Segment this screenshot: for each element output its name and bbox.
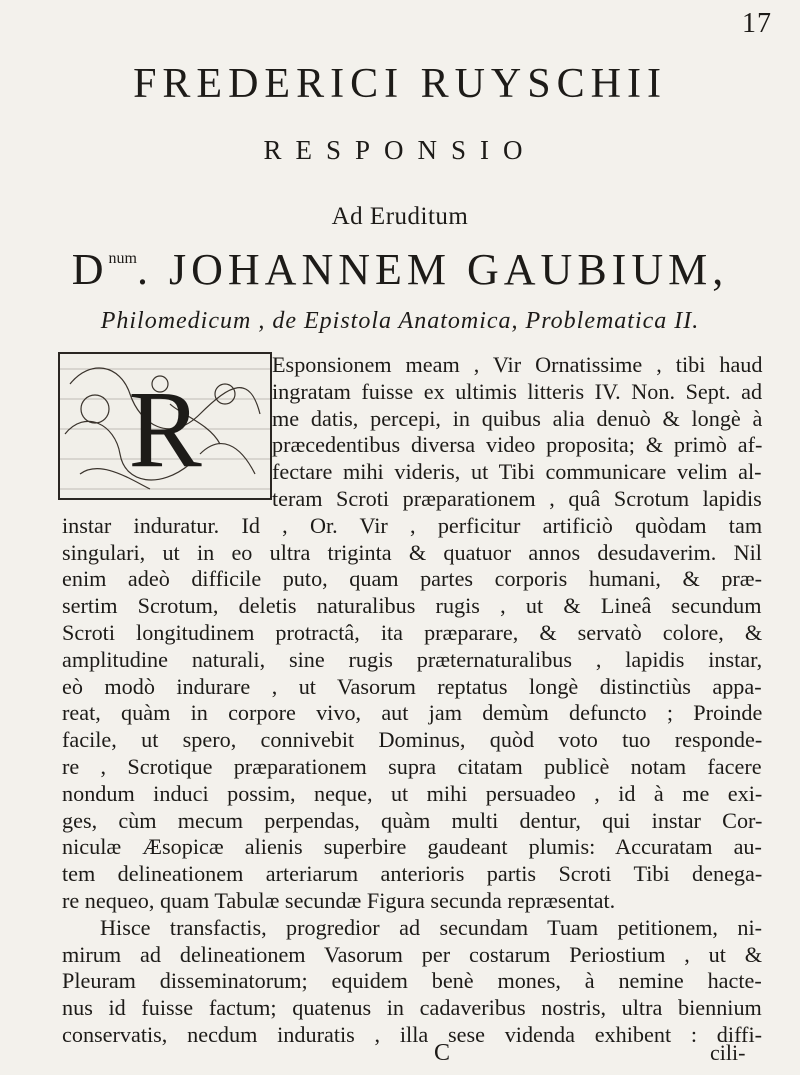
decorated-initial-letter bbox=[58, 352, 272, 500]
text-line: conservatis, necdum induratis , illa sese videnda exhibent : diffi- bbox=[62, 1022, 762, 1047]
signature-mark: C bbox=[434, 1040, 451, 1066]
text-line: Pleuram disseminatorum; equidem benè mones, à nemine hacte- bbox=[62, 968, 762, 994]
text-line: facile, ut spero, connivebit Dominus, quòd voto tuo responde- bbox=[62, 727, 763, 753]
text-line: fectare mihi videris, ut Tibi communicare velim al- bbox=[272, 459, 762, 485]
text-line: instar induratur. Id , Or. Vir , perficitur artificiò quòdam tam bbox=[62, 512, 763, 538]
addressee-sup: num bbox=[108, 250, 137, 267]
text-line: præcedentibus diversa video proposita; & primò af- bbox=[272, 432, 763, 458]
text-line: sertim Scrotum, deletis naturalibus rugis , ut & Lineâ secundum bbox=[62, 593, 762, 619]
text-line: me datis, percepi, in quibus alia denuò & longè à bbox=[272, 405, 763, 431]
text-line: amplitudine naturali, sine rugis præternaturalibus , lapidis instar, bbox=[62, 646, 763, 672]
text-line: Hisce transfactis, progredior ad secundam Tuam petitionem, ni- bbox=[100, 914, 763, 940]
ornament-icon bbox=[60, 354, 270, 498]
text-line: ges, cùm mecum perpendas, quàm multi dentur, qui instar Cor- bbox=[62, 807, 763, 833]
responsio-heading: RESPONSIO bbox=[263, 135, 537, 165]
text-line: tem delineationem arteriarum anterioris partis Scroti Tibi denega- bbox=[62, 861, 763, 887]
text-line: niculæ Æsopicæ alienis superbire gaudeant plumis: Accuratam au- bbox=[62, 834, 762, 860]
text-line: singulari, ut in eo ultra triginta & quatuor annos desudaverim. Nil bbox=[62, 539, 762, 565]
addressee-main: . JOHANNEM GAUBIUM, bbox=[137, 245, 729, 294]
text-line: eò modò indurare , ut Vasorum reptatus longè distinctiùs appa- bbox=[62, 673, 762, 699]
addressee-intro: Ad Eruditum bbox=[331, 203, 469, 230]
text-line: Esponsionem meam , Vir Ornatissime , tibi haud bbox=[272, 352, 763, 377]
text-line: teram Scroti præparationem , quâ Scrotum lapidis bbox=[272, 486, 762, 511]
text-line: Scroti longitudinem protractâ, ita præparare, & servatò colore, & bbox=[62, 620, 763, 645]
text-line: mirum ad delineationem Vasorum per costarum Periostium , ut & bbox=[62, 941, 763, 967]
text-line: re nequeo, quam Tabulæ secundæ Figura secunda repræsentat. bbox=[62, 888, 616, 913]
subject-line: Philomedicum , de Epistola Anatomica, Problematica II. bbox=[100, 308, 700, 334]
catchword: cili- bbox=[710, 1040, 746, 1065]
initial-letter-glyph: R bbox=[128, 368, 202, 490]
page-number: 17 bbox=[742, 8, 772, 39]
addressee-name bbox=[0, 244, 800, 295]
text-line: ingratam fuisse ex ultimis litteris IV. Non. Sept. ad bbox=[272, 378, 763, 404]
text-line: reat, quàm in corpore vivo, aut jam demùm defuncto ; Proinde bbox=[62, 700, 763, 726]
text-line: nondum induci possim, neque, ut mihi persuadeo , id à me exi- bbox=[62, 780, 763, 806]
text-line: re , Scrotique præparationem supra citatam publicè notam facere bbox=[62, 754, 762, 779]
addressee-prefix: D bbox=[71, 245, 109, 294]
text-line: enim adeò difficile puto, quam partes corporis humani, & præ- bbox=[62, 566, 762, 592]
text-line: nus id fuisse factum; quatenus in cadaveribus nostris, ultra biennium bbox=[62, 995, 762, 1021]
author-heading: FREDERICI RUYSCHII bbox=[133, 61, 667, 107]
